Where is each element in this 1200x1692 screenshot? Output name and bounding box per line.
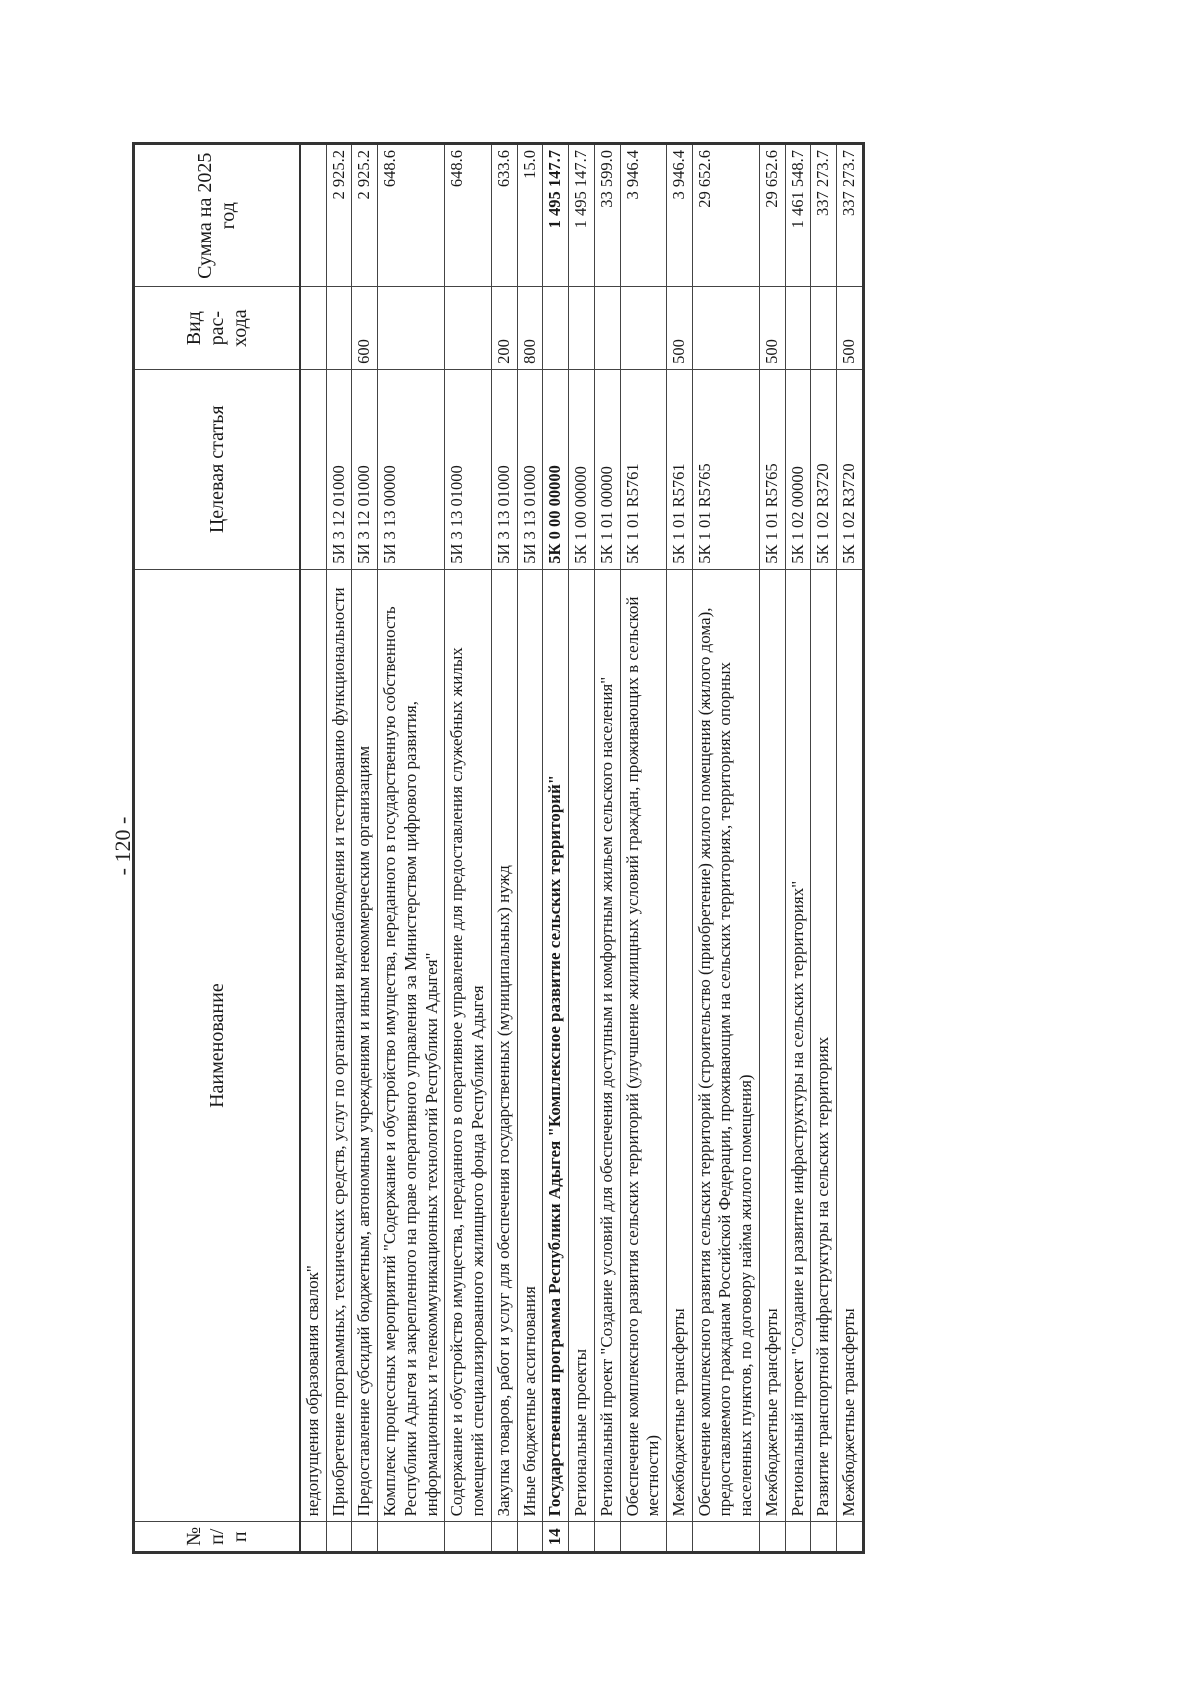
row-target: 5И 3 13 01000	[445, 369, 491, 569]
row-amount: 2 925.2	[326, 144, 352, 288]
row-target: 5К 1 01 R5765	[759, 369, 785, 569]
row-name: Государственная программа Республики Адыгея "Комплексное развитие сельских территорий"	[543, 569, 569, 1522]
row-kind	[445, 287, 491, 369]
row-amount: 1 495 147.7	[543, 144, 569, 288]
row-name: Иные бюджетные ассигнования	[517, 569, 543, 1522]
row-num	[491, 1522, 517, 1553]
row-name: Региональный проект "Создание и развитие инфраструктуры на сельских территориях"	[785, 569, 811, 1522]
table-row	[785, 144, 811, 1553]
row-amount: 3 946.4	[667, 144, 693, 288]
row-target: 5И 3 12 01000	[352, 369, 378, 569]
row-kind: 800	[517, 287, 543, 369]
row-kind	[543, 287, 569, 369]
row-amount: 648.6	[445, 144, 491, 288]
page-number: - 120 -	[110, 816, 135, 876]
table-row	[445, 144, 491, 1553]
row-target: 5И 3 13 01000	[491, 369, 517, 569]
row-amount: 29 652.6	[759, 144, 785, 288]
row-amount: 29 652.6	[692, 144, 759, 288]
row-kind	[785, 287, 811, 369]
row-target: 5К 1 02 00000	[785, 369, 811, 569]
row-kind	[326, 287, 352, 369]
row-amount: 2 925.2	[352, 144, 378, 288]
row-num	[326, 1522, 352, 1553]
row-name: Развитие транспортной инфраструктуры на сельских территориях	[811, 569, 837, 1522]
header-name: Наименование	[134, 569, 301, 1522]
row-amount: 33 599.0	[594, 144, 620, 288]
row-target: 5К 1 02 R3720	[837, 369, 864, 569]
header-num: № п/п	[134, 1522, 301, 1553]
row-num	[620, 1522, 666, 1553]
row-name: Закупка товаров, работ и услуг для обеспечения государственных (муниципальных) нужд	[491, 569, 517, 1522]
header-target: Целевая статья	[134, 369, 301, 569]
table-row	[667, 144, 693, 1553]
row-kind	[620, 287, 666, 369]
row-num	[692, 1522, 759, 1553]
row-kind	[811, 287, 837, 369]
row-target: 5И 3 13 00000	[378, 369, 445, 569]
row-kind	[300, 287, 326, 369]
row-target: 5К 1 01 R5761	[620, 369, 666, 569]
header-kind: Вид рас-хода	[134, 287, 301, 369]
row-num	[352, 1522, 378, 1553]
table-header-row	[134, 144, 301, 1553]
row-target: 5К 0 00 00000	[543, 369, 569, 569]
table-row	[569, 144, 595, 1553]
row-num	[667, 1522, 693, 1553]
table-row	[326, 144, 352, 1553]
row-name: Межбюджетные трансферты	[667, 569, 693, 1522]
table-row	[300, 144, 326, 1553]
row-amount	[300, 144, 326, 288]
row-name: недопущения образования свалок"	[300, 569, 326, 1522]
header-amount: Сумма на 2025 год	[134, 144, 301, 288]
row-target: 5К 1 01 R5761	[667, 369, 693, 569]
row-kind: 500	[837, 287, 864, 369]
row-name: Предоставление субсидий бюджетным, автономным учреждениям и иным некоммерческим организациям	[352, 569, 378, 1522]
row-name: Приобретение программных, технических средств, услуг по организации видеонаблюдения и тестированию функциональности	[326, 569, 352, 1522]
table-row	[517, 144, 543, 1553]
row-name: Комплекс процессных мероприятий "Содержание и обустройство имущества, переданного в государственную собственность Республики Адыгея и закрепленного на праве оперативного управления за Министерством цифрового развития, информационных и телекоммуникационных технологий Республики Адыгея"	[378, 569, 445, 1522]
row-amount: 633.6	[491, 144, 517, 288]
row-target: 5И 3 12 01000	[326, 369, 352, 569]
row-target: 5И 3 13 01000	[517, 369, 543, 569]
row-amount: 337 273.7	[811, 144, 837, 288]
row-kind	[569, 287, 595, 369]
row-name: Содержание и обустройство имущества, переданного в оперативное управление для предоставления служебных жилых помещений специализированного жилищного фонда Республики Адыгея	[445, 569, 491, 1522]
row-kind	[692, 287, 759, 369]
table-row	[594, 144, 620, 1553]
row-num	[569, 1522, 595, 1553]
row-num	[594, 1522, 620, 1553]
row-amount: 337 273.7	[837, 144, 864, 288]
row-target: 5К 1 02 R3720	[811, 369, 837, 569]
row-kind: 500	[667, 287, 693, 369]
row-name: Обеспечение комплексного развития сельских территорий (строительство (приобретение) жилого помещения (жилого дома), предоставляемого гражданам Российской Федерации, проживающим на сельских территориях, территориях опорных населенных пунктов, по договору найма жилого помещения)	[692, 569, 759, 1522]
table-row	[352, 144, 378, 1553]
row-name: Межбюджетные трансферты	[837, 569, 864, 1522]
row-num	[785, 1522, 811, 1553]
budget-table	[132, 142, 865, 1554]
table-row	[811, 144, 837, 1553]
row-num	[837, 1522, 864, 1553]
row-name: Региональный проект "Создание условий для обеспечения доступным и комфортным жильем сельского населения"	[594, 569, 620, 1522]
table-row	[759, 144, 785, 1553]
row-kind	[594, 287, 620, 369]
table-row	[837, 144, 864, 1553]
row-num	[517, 1522, 543, 1553]
table-row	[620, 144, 666, 1553]
row-name: Обеспечение комплексного развития сельских территорий (улучшение жилищных условий граждан, проживающих в сельской местности)	[620, 569, 666, 1522]
row-kind: 500	[759, 287, 785, 369]
row-num	[759, 1522, 785, 1553]
row-amount: 15.0	[517, 144, 543, 288]
row-num: 14	[543, 1522, 569, 1553]
row-amount: 1 495 147.7	[569, 144, 595, 288]
row-kind: 600	[352, 287, 378, 369]
row-kind	[378, 287, 445, 369]
row-target	[300, 369, 326, 569]
row-target: 5К 1 01 R5765	[692, 369, 759, 569]
row-num	[300, 1522, 326, 1553]
table-row	[491, 144, 517, 1553]
row-num	[445, 1522, 491, 1553]
table-row	[543, 144, 569, 1553]
table-row	[378, 144, 445, 1553]
row-amount: 3 946.4	[620, 144, 666, 288]
row-num	[378, 1522, 445, 1553]
row-name: Межбюджетные трансферты	[759, 569, 785, 1522]
row-target: 5К 1 01 00000	[594, 369, 620, 569]
budget-table-sheet	[132, 142, 1060, 1554]
row-kind: 200	[491, 287, 517, 369]
row-name: Региональные проекты	[569, 569, 595, 1522]
row-amount: 1 461 548.7	[785, 144, 811, 288]
row-amount: 648.6	[378, 144, 445, 288]
row-target: 5К 1 00 00000	[569, 369, 595, 569]
row-num	[811, 1522, 837, 1553]
table-row	[692, 144, 759, 1553]
